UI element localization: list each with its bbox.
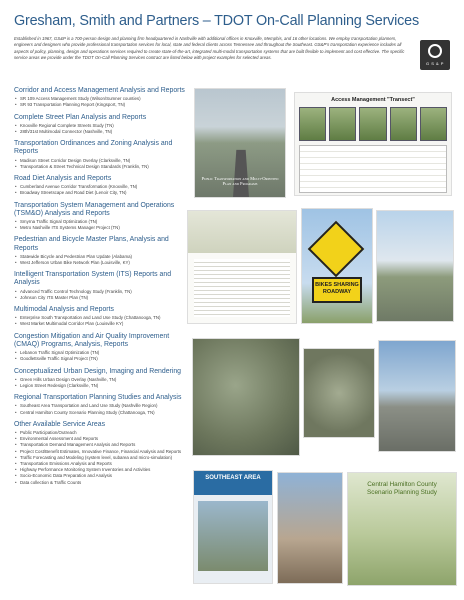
project-item: • Southeast Area Transportation and Land Use Study (Nashville Region)	[14, 403, 186, 409]
transect-column	[420, 107, 447, 141]
section-title: Regional Transportation Planning Studies and Analysis	[14, 394, 182, 402]
service-section	[14, 421, 186, 486]
project-list	[14, 254, 186, 266]
project-item: • Enterprise South Transportation and Land Use Study (Chattanooga, TN)	[14, 315, 186, 321]
project-item: • SR 109 Access Management Study (Wilson/Sumner counties)	[14, 96, 186, 102]
project-list	[14, 184, 186, 196]
project-item: • Metro Nashville ITS Systems Manager Project (TN)	[14, 225, 186, 231]
road-report-caption: Public Transportation and Multi-Oriented Plan and Programs	[201, 175, 279, 187]
project-item: • Transportation Emissions Analysis and Reports	[14, 461, 186, 467]
section-title: Transportation System Management and Operations (TSM&O) Analysis and Reports	[14, 201, 175, 217]
aerial-map-small	[303, 348, 375, 438]
transect-column	[329, 107, 356, 141]
section-title: Road Diet Analysis and Reports	[14, 175, 112, 183]
service-section	[14, 333, 186, 363]
section-title: Intelligent Transportation System (ITS) Reports and Analysis	[14, 271, 172, 287]
project-item: • Statewide Bicycle and Pedestrian Plan Update (Alabama)	[14, 254, 186, 260]
page-title: Gresham, Smith and Partners – TDOT On-Call Planning Services	[14, 13, 419, 29]
company-logo	[420, 40, 450, 70]
project-list	[14, 377, 186, 389]
service-section	[14, 236, 186, 266]
southeast-area-report-cover	[193, 470, 273, 584]
project-list	[14, 158, 186, 170]
project-item: • Broadway Streetscape and Road Diet (Lenoir City, TN)	[14, 190, 186, 196]
project-item: • Traffic Forecasting and Modeling (system level, subarea and micro-simulation)	[14, 455, 186, 461]
transect-title: Access Management "Transect"	[331, 97, 415, 103]
project-item: • 28th/31st Multimodal Connector (Nashville, TN)	[14, 129, 186, 135]
project-item: • West Jefferson Urban Bike Network Plan (Louisville, KY)	[14, 260, 186, 266]
service-section	[14, 306, 186, 328]
project-item: • Lebanon Traffic Signal Optimization (TN)	[14, 350, 186, 356]
project-item: • Environmental Assessment and Reports	[14, 436, 186, 442]
project-item: • Johnson City ITS Master Plan (TN)	[14, 295, 186, 301]
project-item: • West Market Multimodal Corridor Plan (Louisville KY)	[14, 321, 186, 327]
project-list	[14, 289, 186, 301]
transect-column	[299, 107, 326, 141]
logo-mark-icon	[428, 44, 442, 58]
section-title: Other Available Service Areas	[14, 420, 106, 428]
project-item: • Transportation & Street Technical Design Standards (Franklin, TN)	[14, 164, 186, 170]
section-title: Pedestrian and Bicycle Master Plans, Analysis and Reports	[14, 236, 169, 252]
southeast-cover-title: SOUTHEAST AREA	[194, 471, 272, 495]
project-list	[14, 350, 186, 362]
bike-sign-plate: BIKES SHARING ROADWAY	[312, 277, 362, 303]
service-section	[14, 271, 186, 301]
transect-table	[299, 145, 447, 193]
traffic-signal-photo	[378, 340, 456, 452]
service-section	[14, 175, 186, 197]
service-section	[14, 202, 186, 232]
project-list	[14, 430, 186, 486]
project-list	[14, 219, 186, 231]
section-title: Congestion Mitigation and Air Quality Improvement (CMAQ) Programs, Analysis, Reports	[14, 332, 170, 348]
section-title: Corridor and Access Management Analysis and Reports	[14, 87, 185, 94]
document-text-lines	[194, 259, 290, 317]
project-item: • Knoxville Regional Complete Streets Study (TN)	[14, 123, 186, 129]
project-item: • Highway Performance Monitoring System Inventories and Activities	[14, 467, 186, 473]
hamilton-study-title: Central Hamilton County Scenario Planning Study	[367, 481, 437, 496]
bike-warning-sign-icon	[308, 221, 365, 278]
project-item: • Advanced Traffic Control Technology Study (Franklin, TN)	[14, 289, 186, 295]
transect-columns	[299, 107, 447, 141]
service-section	[14, 394, 186, 416]
bike-sign-photo	[301, 208, 373, 324]
project-item: • Legion Street Redesign (Clarksville, TN)	[14, 383, 186, 389]
project-item: • Smyrna Traffic Signal Optimization (TN)	[14, 219, 186, 225]
project-item: • Cumberland Avenue Corridor Transformation (Knoxville, TN)	[14, 184, 186, 190]
section-title: Complete Street Plan Analysis and Reports	[14, 113, 147, 121]
project-item: • Transportation Demand Management Analysis and Reports	[14, 442, 186, 448]
intro-paragraph: Established in 1967, GS&P is a 700-person design and planning firm headquartered in Nashville with additional offices in Knoxville, Memphis, and 16 other locations. We employ transportation planners, engineers and designers who provide professional transportation services for local, state and federal clients across Tennessee and throughout the Southeast. GS&P's transportation experience includes all aspects of policy, planning, design and operations services required to create state-of-the-art, integrated multi-modal transportation systems that are built flexible to implement and cost effective. The specific service areas we provide under the TDOT On-Call Planning Services contract are listed below with project examples for selected areas.	[14, 36, 405, 60]
project-item: • Madison Street Corridor Design Overlay (Clarksville, TN)	[14, 158, 186, 164]
service-section	[14, 114, 186, 136]
project-list	[14, 403, 186, 415]
bike-plan-document	[187, 210, 297, 324]
project-item: • Green Hills Urban Design Overlay (Nashville, TN)	[14, 377, 186, 383]
access-management-transect	[294, 92, 452, 196]
project-item: • Public Participation/Outreach	[14, 430, 186, 436]
transect-column	[359, 107, 386, 141]
road-lane-shape	[233, 150, 250, 198]
project-list	[14, 96, 186, 108]
aerial-map-large	[192, 338, 300, 456]
project-item: • Socio-Economic Data Preparation and Analysis	[14, 473, 186, 479]
project-list	[14, 123, 186, 135]
section-title: Transportation Ordinances and Zoning Analysis and Reports	[14, 140, 173, 156]
southeast-cover-photo	[198, 501, 268, 571]
project-item: • Project Cost/Benefit Estimates, Innovative Finance, Financial Analysis and Reports	[14, 449, 186, 455]
streetscape-photo	[277, 472, 343, 584]
project-item: • Goodlettsville Traffic Signal Project (TN)	[14, 356, 186, 362]
project-item: • Central Hamilton County Scenario Planning Study (Chattanooga, TN)	[14, 410, 186, 416]
section-title: Conceptualized Urban Design, Imaging and Rendering	[14, 367, 182, 375]
service-section	[14, 368, 186, 390]
project-list	[14, 315, 186, 327]
service-section	[14, 140, 186, 170]
transect-column	[390, 107, 417, 141]
hamilton-county-study-cover	[347, 472, 457, 586]
road-report-cover	[194, 88, 286, 198]
section-title: Multimodal Analysis and Reports	[14, 306, 114, 314]
document-header-band	[188, 211, 296, 253]
project-item: • SR 93 Transportation Planning Report (Kingsport, TN)	[14, 102, 186, 108]
project-item: • Data collection & Traffic Counts	[14, 480, 186, 486]
service-sections	[14, 87, 186, 491]
logo-text: G S & P	[426, 61, 444, 66]
cyclist-photo	[376, 210, 454, 322]
service-section	[14, 87, 186, 109]
